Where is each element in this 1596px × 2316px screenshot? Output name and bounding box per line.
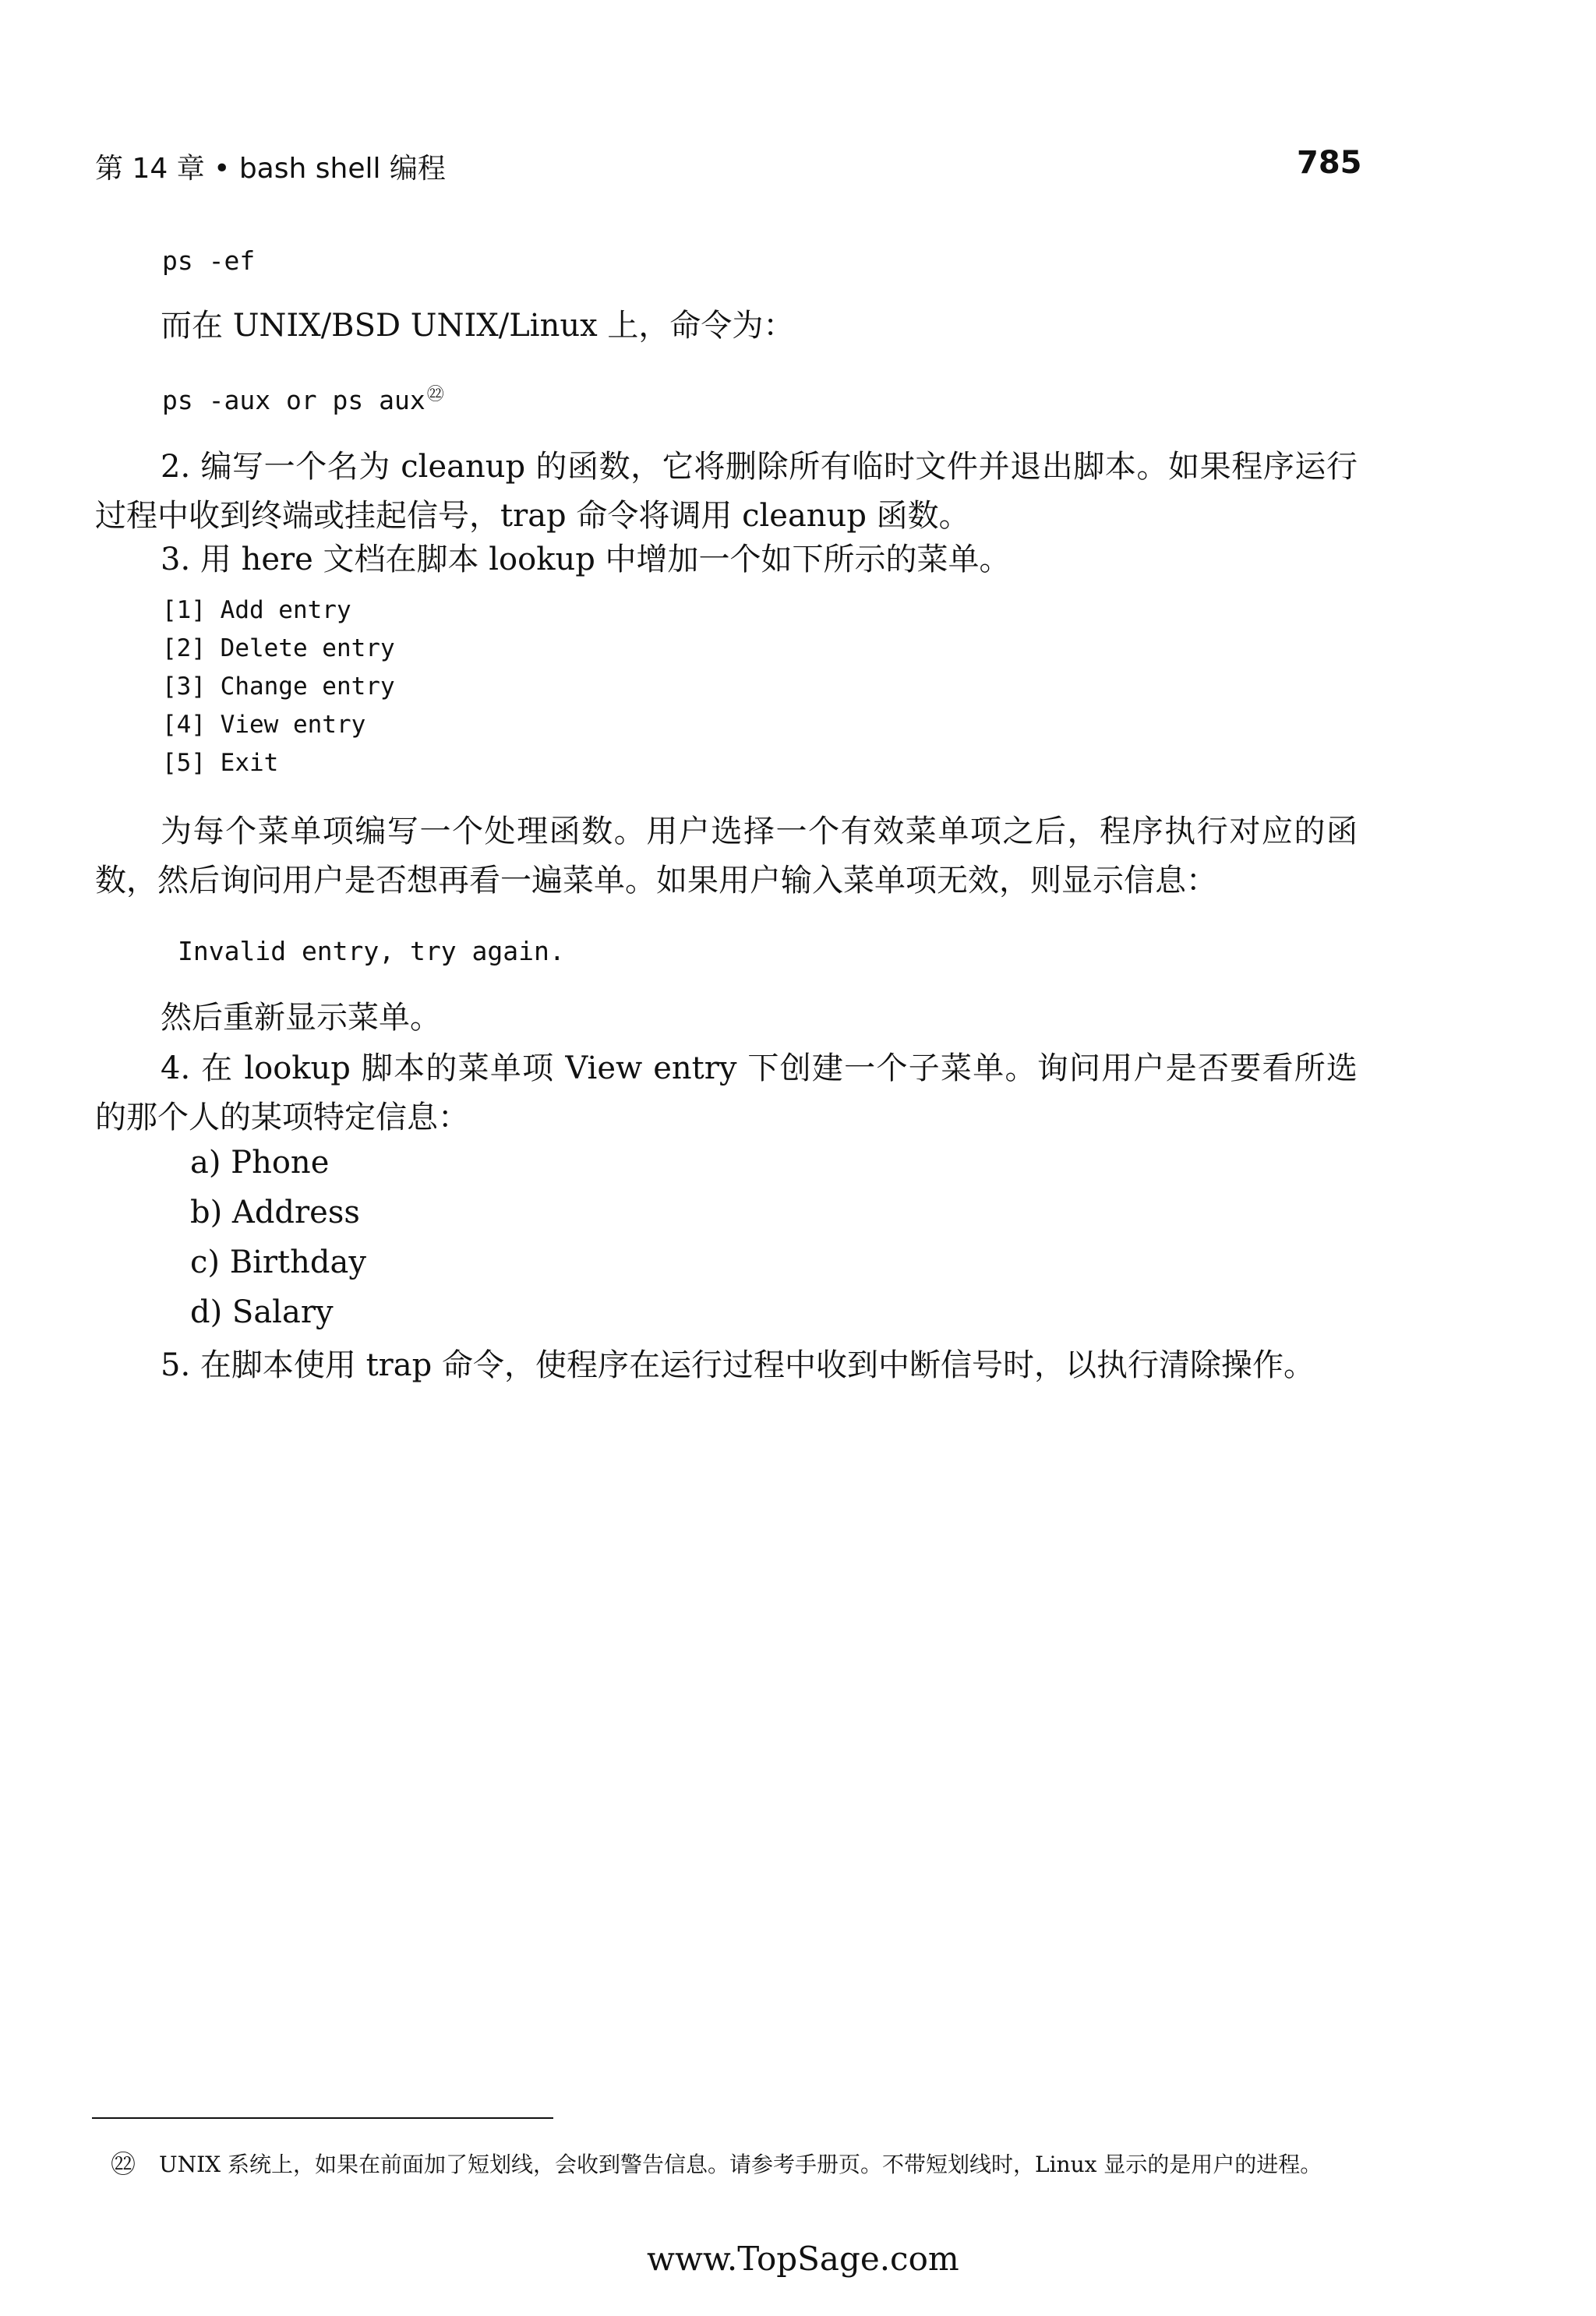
menu-item-2: [2] Delete entry <box>162 634 395 662</box>
footnote-rule <box>92 2117 553 2119</box>
footnote-reference[interactable]: ㉒ <box>426 385 444 404</box>
menu-item-5: [5] Exit <box>162 749 279 777</box>
code-ps-ef: ps -ef <box>162 245 256 276</box>
exercise-4: 4. 在 lookup 脚本的菜单项 View entry 下创建一个子菜单。询问用户是否要看所选的那个人的某项特定信息： <box>95 1050 1358 1135</box>
submenu-birthday: c) Birthday <box>190 1244 366 1280</box>
submenu-salary: d) Salary <box>190 1294 334 1330</box>
submenu-phone: a) Phone <box>190 1145 330 1181</box>
footnote-text: UNIX 系统上，如果在前面加了短划线，会收到警告信息。请参考手册页。不带短划线时，Linux 显示的是用户的进程。 <box>159 2152 1322 2177</box>
code-ps-aux-text: ps -aux or ps aux <box>162 385 425 415</box>
footnote-mark: ㉒ <box>111 2149 136 2179</box>
unix-command-intro: 而在 UNIX/BSD UNIX/Linux 上，命令为： <box>161 308 795 344</box>
redisplay-menu-line: 然后重新显示菜单。 <box>161 1000 441 1036</box>
menu-item-4: [4] View entry <box>162 711 366 739</box>
exercise-5: 5. 在脚本使用 trap 命令，使程序在运行过程中收到中断信号时，以执行清除操作。 <box>161 1347 1315 1383</box>
invalid-entry-message: Invalid entry, try again. <box>178 936 565 966</box>
site-watermark: www.TopSage.com <box>647 2240 959 2278</box>
handler-paragraph: 为每个菜单项编写一个处理函数。用户选择一个有效菜单项之后，程序执行对应的函数，然后询问用户是否想再看一遍菜单。如果用户输入菜单项无效，则显示信息： <box>95 814 1358 899</box>
running-header: 第 14 章 • bash shell 编程 <box>95 153 446 185</box>
exercise-2: 2. 编写一个名为 cleanup 的函数，它将删除所有临时文件并退出脚本。如果程序运行过程中收到终端或挂起信号，trap 命令将调用 cleanup 函数。 <box>95 449 1358 534</box>
submenu-address: b) Address <box>190 1195 360 1230</box>
page-number: 785 <box>1297 145 1362 181</box>
exercise-3: 3. 用 here 文档在脚本 lookup 中增加一个如下所示的菜单。 <box>161 542 1011 577</box>
menu-item-3: [3] Change entry <box>162 673 395 701</box>
menu-item-1: [1] Add entry <box>162 596 351 624</box>
code-ps-aux <box>162 387 444 413</box>
